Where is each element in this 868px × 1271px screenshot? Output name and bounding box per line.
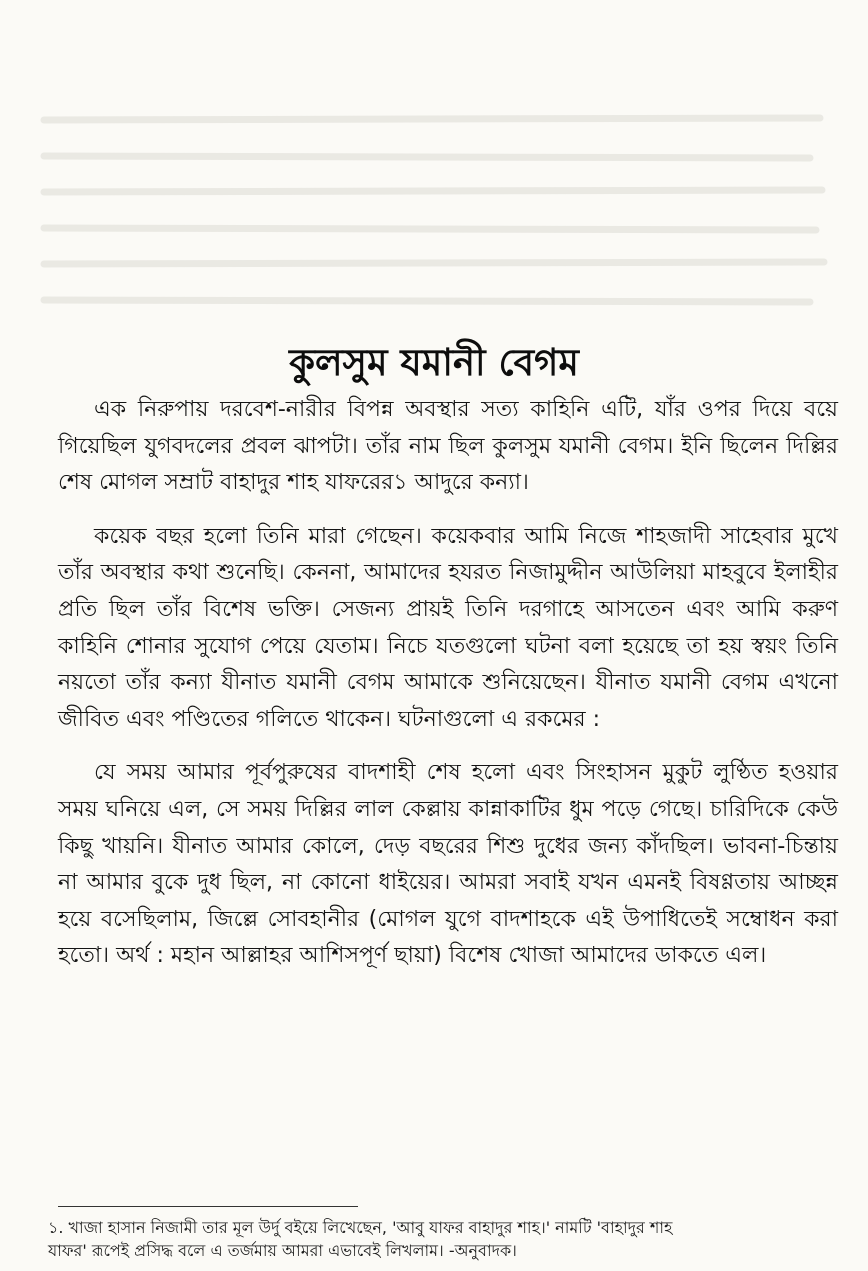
page-title: কুলসুম যমানী বেগম xyxy=(289,340,579,384)
chapter-body xyxy=(58,392,838,992)
paragraph-1: এক নিরুপায় দরবেশ-নারীর বিপন্ন অবস্থার সত্য কাহিনি এটি, যাঁর ওপর দিয়ে বয়ে গিয়েছিল যুগবদলের প্রবল ঝাপটা। তাঁর নাম ছিল কুলসুম যমানী বেগম। ইনি ছিলেন দিল্লির শেষ মোগল সম্রাট বাহাদুর শাহ যাফরের১ আদুরে কন্যা। xyxy=(58,397,838,496)
paragraph-2: কয়েক বছর হলো তিনি মারা গেছেন। কয়েকবার আমি নিজে শাহজাদী সাহেবার মুখে তাঁর অবস্থার কথা শুনেছি। কেননা, আমাদের হযরত নিজামুদ্দীন আউলিয়া মাহবুবে ইলাহীর প্রতি ছিল তাঁর বিশেষ ভক্তি। সেজন্য প্রায়ই তিনি দরগাহে আসতেন এবং আমি করুণ কাহিনি শোনার সুযোগ পেয়ে যেতাম। নিচে যতগুলো ঘটনা বলা হয়েছে তা হয় স্বয়ং তিনি নয়তো তাঁর কন্যা যীনাত যমানী বেগম আমাকে শুনিয়েছেন। যীনাত যমানী বেগম এখনো জীবিত এবং পণ্ডিতের গলিতে থাকেন। ঘটনাগুলো এ রকমের : xyxy=(58,523,838,732)
footnote xyxy=(48,1216,838,1262)
footnote-line-1: ১. খাজা হাসান নিজামী তার মূল উর্দু বইয়ে লিখেছেন, 'আবু যাফর বাহাদুর শাহ।' নামটি 'বাহাদুর শাহ xyxy=(48,1218,673,1237)
footnote-line-2: যাফর' রূপেই প্রসিদ্ধ বলে এ তর্জমায় আমরা এভাবেই লিখলাম। -অনুবাদক। xyxy=(48,1241,517,1260)
show-through-texture xyxy=(40,98,840,330)
show-through-lines xyxy=(40,98,840,330)
footnote-divider xyxy=(58,1206,358,1207)
paragraph-3: যে সময় আমার পূর্বপুরুষের বাদশাহী শেষ হলো এবং সিংহাসন মুকুট লুণ্ঠিত হওয়ার সময় ঘনিয়ে এল, সে সময় দিল্লির লাল কেল্লায় কান্নাকাটির ধুম পড়ে গেছে। চারিদিকে কেউ কিছু খায়নি। যীনাত আমার কোলে, দেড় বছরের শিশু দুধের জন্য কাঁদছিল। ভাবনা-চিন্তায় না আমার বুকে দুধ ছিল, না কোনো ধাইয়ের। আমরা সবাই যখন এমনই বিষণ্ণতায় আচ্ছন্ন হয়ে বসেছিলাম, জিল্লে সোবহানীর (মোগল যুগে বাদশাহকে এই উপাধিতেই সম্বোধন করা হতো। অর্থ : মহান আল্লাহর আশিসপূর্ণ ছায়া) বিশেষ খোজা আমাদের ডাকতে এল। xyxy=(58,760,838,969)
